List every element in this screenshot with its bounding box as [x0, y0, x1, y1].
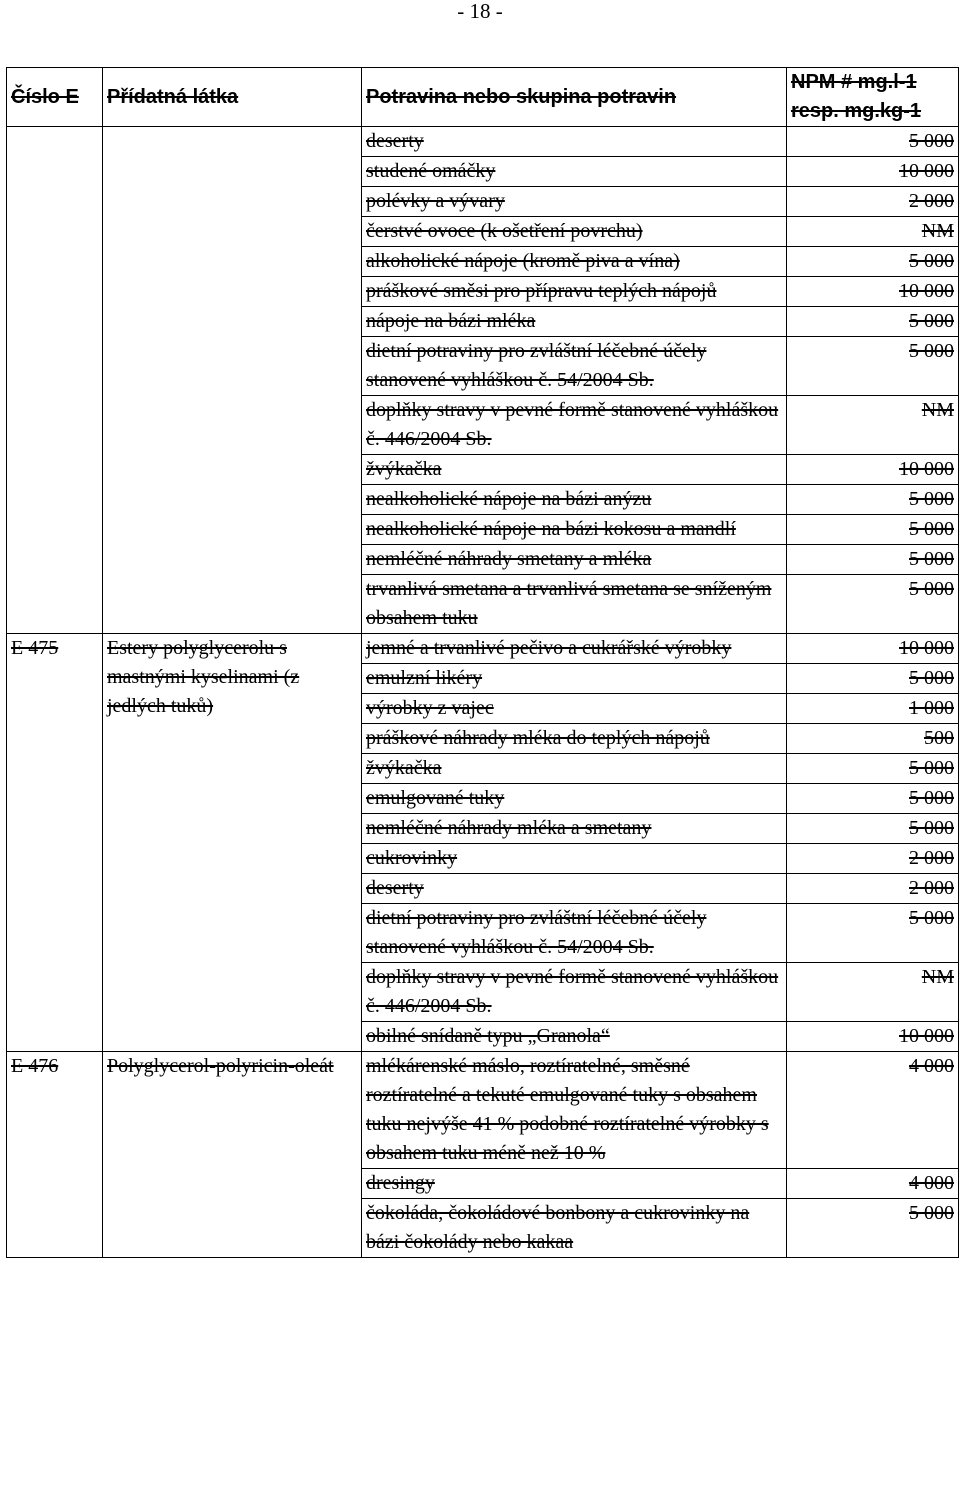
header-additive: Přídatná látka — [103, 68, 362, 127]
table-row: E 475 Estery polyglycerolu s mastnými kyselinami (z jedlých tuků) jemné a trvanlivé pečivo a cukrářské výrobky 10 000 — [7, 634, 959, 664]
page-number: - 18 - — [457, 0, 503, 23]
header-e-number: Číslo E — [7, 68, 103, 127]
table-header-row — [7, 68, 959, 127]
table-row: dietní potraviny pro zvláštní léčebné účely stanovené vyhláškou č. 54/2004 Sb. 5 000 — [7, 904, 959, 963]
table-row: práškové náhrady mléka do teplých nápojů 500 — [7, 724, 959, 754]
table-row: nealkoholické nápoje na bázi kokosu a mandlí 5 000 — [7, 515, 959, 545]
additives-table — [6, 67, 959, 1258]
table-row: deserty 2 000 — [7, 874, 959, 904]
table-row: alkoholické nápoje (kromě piva a vína) 5 000 — [7, 247, 959, 277]
table-row: doplňky stravy v pevné formě stanovené vyhláškou č. 446/2004 Sb. NM — [7, 963, 959, 1022]
e475-name: Estery polyglycerolu s mastnými kyselinami (z jedlých tuků) — [103, 634, 362, 1052]
table-row: žvýkačka 5 000 — [7, 754, 959, 784]
table-row: práškové směsi pro přípravu teplých nápojů 10 000 — [7, 277, 959, 307]
header-food: Potravina nebo skupina potravin — [362, 68, 787, 127]
header-npm-line1: NPM # mg.l-1 — [791, 71, 917, 93]
e475-code: E 475 — [7, 634, 103, 1052]
table-row: polévky a vývary 2 000 — [7, 187, 959, 217]
header-npm — [787, 68, 959, 127]
table-row: doplňky stravy v pevné formě stanovené vyhláškou č. 446/2004 Sb. NM — [7, 396, 959, 455]
table-row: výrobky z vajec 1 000 — [7, 694, 959, 724]
table-row: emulzní likéry 5 000 — [7, 664, 959, 694]
table-row: nealkoholické nápoje na bázi anýzu 5 000 — [7, 485, 959, 515]
table-row: nemléčné náhrady smetany a mléka 5 000 — [7, 545, 959, 575]
table-row: emulgované tuky 5 000 — [7, 784, 959, 814]
table-row: studené omáčky 10 000 — [7, 157, 959, 187]
table-row: obilné snídaně typu „Granola“ 10 000 — [7, 1022, 959, 1052]
table-row: žvýkačka 10 000 — [7, 455, 959, 485]
table-row: dietní potraviny pro zvláštní léčebné účely stanovené vyhláškou č. 54/2004 Sb. 5 000 — [7, 337, 959, 396]
table-row: čokoláda, čokoládové bonbony a cukrovinky na bázi čokolády nebo kakaa 5 000 — [7, 1199, 959, 1258]
e476-code: E 476 — [7, 1052, 103, 1258]
table-row: nemléčné náhrady mléka a smetany 5 000 — [7, 814, 959, 844]
header-npm-line2: resp. mg.kg-1 — [791, 100, 922, 122]
table-row: čerstvé ovoce (k ošetření povrchu) NM — [7, 217, 959, 247]
table-row: deserty 5 000 — [7, 127, 959, 157]
table-row: E 476 Polyglycerol-polyricin-oleát mlékárenské máslo, roztíratelné, směsné roztíratelné a tekuté emulgované tuky s obsahem tuku nejvýše 41 % podobné roztíratelné výrobky s obsahem tuku méně než 10 % 4 000 — [7, 1052, 959, 1169]
table-row: cukrovinky 2 000 — [7, 844, 959, 874]
table-row: trvanlivá smetana a trvanlivá smetana se sníženým obsahem tuku 5 000 — [7, 575, 959, 634]
table-row: nápoje na bázi mléka 5 000 — [7, 307, 959, 337]
e476-name: Polyglycerol-polyricin-oleát — [103, 1052, 362, 1258]
table-row: dresingy 4 000 — [7, 1169, 959, 1199]
